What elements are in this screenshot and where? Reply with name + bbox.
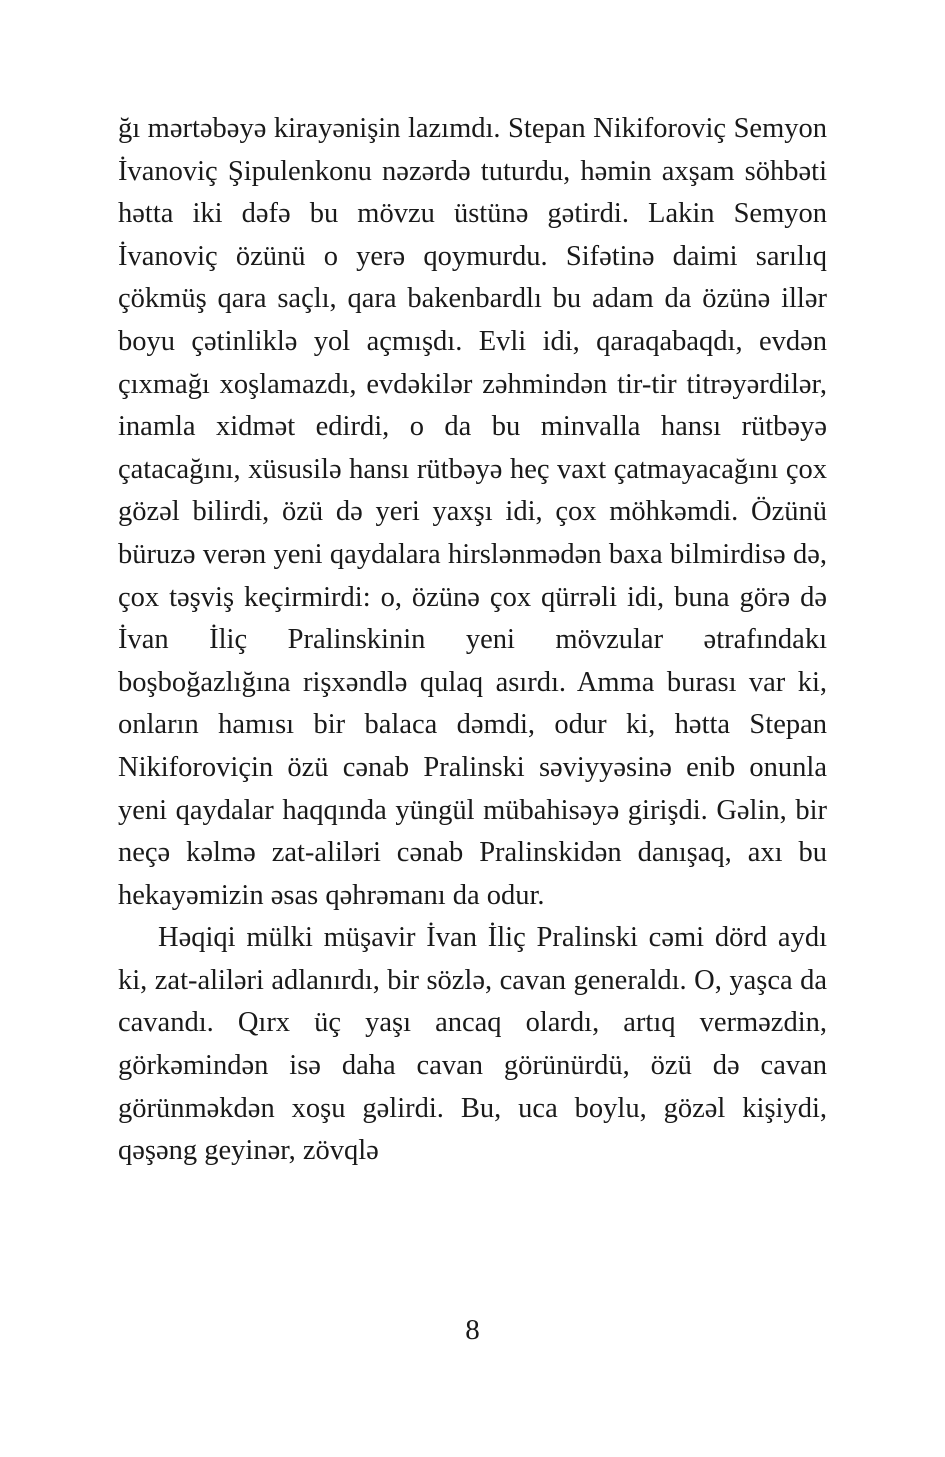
paragraph-1: ğı mərtəbəyə kirayənişin lazımdı. Stepan Nikiforoviç Semyon İvanoviç Şipulenkonu nəzərdə tuturdu, həmin axşam söhbəti hətta iki dəfə bu mövzu üstünə gətirdi. Lakin Semyon İvanoviç özünü o yerə qoymurdu. Sifətinə daimi sarılıq çökmüş qara saçlı, qara bakenbardlı bu adam da özünə illər boyu çətinliklə yol açmışdı. Evli idi, qaraqabaqdı, evdən çıxmağı xoşlamazdı, evdəkilər zəhmindən tir-tir titrəyərdilər, inamla xidmət edirdi, o da bu minvalla hansı rütbəyə çatacağını, xüsusilə hansı rütbəyə heç vaxt çatmayacağını çox gözəl bilirdi, özü də yeri yaxşı idi, çox möhkəmdi. Özünü büruzə verən yeni qaydalara hirslənmədən baxa bilmirdisə də, çox təşviş keçirmirdi: o, özünə çox qürrəli idi, buna görə də İvan İliç Pralinskinin yeni mövzular ətrafındakı boşboğazlığına rişxəndlə qulaq asırdı. Amma burası var ki, onların hamısı bir balaca dəmdi, odur ki, hətta Stepan Nikiforoviçin özü cənab Pralinski səviyyəsinə enib onunla yeni qaydalar haqqında yüngül mübahisəyə girişdi. Gəlin, bir neçə kəlmə zat-aliləri cənab Pralinskidən danışaq, axı bu hekayəmizin əsas qəhrəmanı da odur. bbox=[118, 113, 827, 911]
paragraph-2: Həqiqi mülki müşavir İvan İliç Pralinski cəmi dörd aydı ki, zat-aliləri adlanırdı, bir sözlə, cavan generaldı. O, yaşca da cavandı. Qırx üç yaşı ancaq olardı, artıq verməzdin, görkəmindən isə daha cavan görünürdü, özü də cavan görünməkdən xoşu gəlirdi. Bu, uca boylu, gözəl kişiydi, qəşəng geyinər, zövqlə bbox=[118, 922, 827, 1167]
page-body bbox=[118, 108, 827, 1173]
page-number: 8 bbox=[465, 1314, 480, 1346]
